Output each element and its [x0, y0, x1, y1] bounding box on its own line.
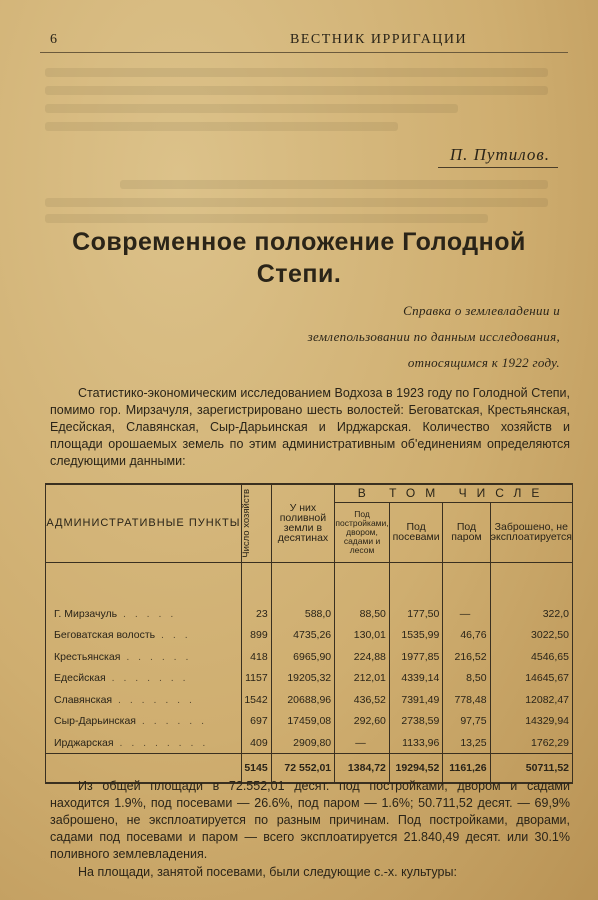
- cell-abandoned: 322,0: [490, 603, 572, 625]
- cell-buildings: 224,88: [335, 646, 390, 668]
- author-underline: [438, 167, 558, 168]
- table-row: [46, 646, 573, 668]
- row-name: Ирджарская: [54, 736, 114, 749]
- cell-sown: 2738,59: [389, 710, 442, 732]
- article-title: Современное положение Голодной Степи.: [72, 228, 526, 288]
- cell-irrigated: 2909,80: [271, 732, 334, 754]
- cell-abandoned: 1762,29: [490, 732, 572, 754]
- cell-irrigated: 6965,90: [271, 646, 334, 668]
- header-abandoned: Заброшено, не эксплоатируется: [490, 502, 572, 562]
- header-sown: Под посевами: [389, 502, 442, 562]
- cell-irrigated: 4735,26: [271, 624, 334, 646]
- cell-sown: 1133,96: [389, 732, 442, 754]
- cell-irrigated: 19205,32: [271, 667, 334, 689]
- cell-buildings: —: [335, 732, 390, 754]
- cell-households: 23: [241, 603, 271, 625]
- crops-intro-paragraph: [50, 864, 570, 881]
- cell-abandoned: 4546,65: [490, 646, 572, 668]
- leader-dots: . . .: [155, 629, 191, 641]
- summary-paragraph-text: Из общей площади в 72.552,01 десят. под постройками, двором и садами находится 1.9%, под посевами — 26.6%, под паром — 1.6%; 50.711,52 десят. — 69,9% заброшено, не эксплоатируется по разным причинам. Под постройками, дворами, садами под посевами и паром — всего эксплоатируется 21.840,49 десят. или 30.1% поливного землевладения.: [50, 779, 570, 861]
- bleed-through-line: [45, 68, 548, 77]
- cell-sown: 1535,99: [389, 624, 442, 646]
- table-row: [46, 689, 573, 711]
- row-name: Г. Мирзачуль: [54, 607, 118, 620]
- row-name: Крестьянская: [54, 650, 121, 663]
- header-admin-units: АДМИНИСТРАТИВНЫЕ ПУНКТЫ: [46, 484, 242, 562]
- cell-households: 1542: [241, 689, 271, 711]
- table-spacer-row: [46, 562, 573, 603]
- cell-fallow: 216,52: [443, 646, 490, 668]
- total-households: 5145: [241, 754, 271, 784]
- cell-buildings: 292,60: [335, 710, 390, 732]
- bleed-through-line: [45, 86, 548, 95]
- cell-households: 418: [241, 646, 271, 668]
- cell-households: 409: [241, 732, 271, 754]
- intro-paragraph-text: Статистико-экономическим исследованием Водхоза в 1923 году по Голодной Степи, помимо гор. Мирзачуля, зарегистрировано шесть волостей: Беговатская, Крестьянская, Едесйская, Славянская, Сыр-Дарьинская и Ирджарская. Количество хозяйств и площади орошаемых земель по этим административным об'единениям определяются следующими данными:: [50, 386, 570, 468]
- cell-fallow: 778,48: [443, 689, 490, 711]
- cell-sown: 4339,14: [389, 667, 442, 689]
- article-subtitle: Справка о землевладении и землепользовании по данным исследования, относящимся к 1922 году.: [307, 303, 560, 370]
- cell-irrigated: 17459,08: [271, 710, 334, 732]
- cell-abandoned: 3022,50: [490, 624, 572, 646]
- leader-dots: . . . . . .: [120, 650, 192, 663]
- cell-sown: 1977,85: [389, 646, 442, 668]
- leader-dots: . . . . .: [117, 607, 177, 620]
- cell-households: 1157: [241, 667, 271, 689]
- summary-paragraph: [50, 778, 570, 863]
- cell-fallow: 97,75: [443, 710, 490, 732]
- cell-sown: 177,50: [389, 603, 442, 625]
- header-fallow: Под паром: [443, 502, 490, 562]
- table-row: [46, 710, 573, 732]
- land-use-table: [45, 483, 573, 784]
- row-name: Сыр-Дарьинская: [54, 715, 136, 727]
- table-row: [46, 603, 573, 625]
- cell-fallow: 8,50: [443, 667, 490, 689]
- header-rule: [40, 52, 568, 53]
- intro-paragraph: [50, 385, 570, 470]
- cell-irrigated: 20688,96: [271, 689, 334, 711]
- header-buildings: Под постройками, двором, садами и лесом: [335, 502, 390, 562]
- cell-buildings: 212,01: [335, 667, 390, 689]
- leader-dots: . . . . . . . .: [113, 736, 209, 749]
- table-row: [46, 732, 573, 754]
- bleed-through-line: [45, 214, 488, 223]
- cell-abandoned: 12082,47: [490, 689, 572, 711]
- row-name: Славянская: [54, 693, 113, 706]
- cell-buildings: 436,52: [335, 689, 390, 711]
- cell-fallow: —: [443, 603, 490, 625]
- total-sown: 19294,52: [389, 754, 442, 784]
- leader-dots: . . . . . .: [136, 715, 208, 727]
- journal-title: ВЕСТНИК ИРРИГАЦИИ: [290, 32, 468, 47]
- bleed-through-line: [120, 180, 548, 189]
- row-name: Беговатская волость: [54, 629, 156, 641]
- total-buildings: 1384,72: [335, 754, 390, 784]
- header-households: Число хозяйств: [240, 489, 252, 558]
- total-irrigated: 72 552,01: [271, 754, 334, 784]
- bleed-through-line: [45, 104, 458, 113]
- cell-buildings: 130,01: [335, 624, 390, 646]
- header-irrigated: У них поливной земли в десятинах: [271, 484, 334, 562]
- cell-sown: 7391,49: [389, 689, 442, 711]
- article-author: П. Путилов.: [449, 145, 550, 164]
- cell-abandoned: 14645,67: [490, 667, 572, 689]
- table-row: [46, 624, 573, 646]
- running-header: [40, 30, 558, 52]
- page-number: 6: [50, 32, 58, 47]
- cell-households: 697: [241, 710, 271, 732]
- header-households-cell: [241, 484, 271, 562]
- cell-households: 899: [241, 624, 271, 646]
- cell-buildings: 88,50: [335, 603, 390, 625]
- leader-dots: . . . . . . .: [112, 693, 195, 706]
- table-row: [46, 667, 573, 689]
- total-abandoned: 50711,52: [490, 754, 572, 784]
- cell-irrigated: 588,0: [271, 603, 334, 625]
- header-including: В ТОМ ЧИСЛЕ: [335, 484, 573, 502]
- crops-intro-text: На площади, занятой посевами, были следующие с.-х. культуры:: [78, 865, 457, 879]
- cell-fallow: 46,76: [443, 624, 490, 646]
- total-fallow: 1161,26: [443, 754, 490, 784]
- bleed-through-line: [45, 198, 548, 207]
- leader-dots: . . . . . . .: [105, 672, 189, 684]
- cell-fallow: 13,25: [443, 732, 490, 754]
- bleed-through-line: [45, 122, 398, 131]
- row-name: Едесйская: [54, 672, 106, 684]
- cell-abandoned: 14329,94: [490, 710, 572, 732]
